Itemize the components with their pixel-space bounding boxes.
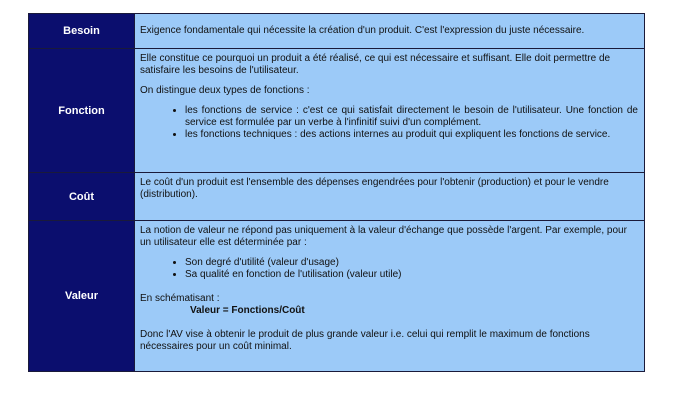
list-item: • les fonctions techniques : des actions internes au produit qui expliquent les fonctions de service. <box>185 129 638 141</box>
list-item: • les fonctions de service : c'est ce qui satisfait directement le besoin de l'utilisateur. Une fonction de service est formulée par un verbe à l'infinitif suivi d'un complément. <box>185 105 638 129</box>
value-formula: Valeur = Fonctions/Coût <box>190 305 305 316</box>
table-row-fonction <box>29 49 645 173</box>
definition-paragraph: La notion de valeur ne répond pas uniquement à la valeur d'échange que possède l'argent. Par exemple, pour un utilisateur elle est déterminée par : <box>140 225 627 248</box>
definition-cout <box>135 173 645 221</box>
definition-paragraph: On distingue deux types de fonctions : <box>140 85 310 96</box>
definition-text: Le coût d'un produit est l'ensemble des dépenses engendrées pour l'obtenir (production) et pour le vendre (distribution). <box>140 177 609 200</box>
table-row-valeur <box>29 221 645 372</box>
table-row-besoin <box>29 14 645 49</box>
definition-besoin <box>135 14 645 49</box>
value-criteria-list <box>140 257 638 281</box>
term-cout: Coût <box>29 173 135 221</box>
definition-valeur <box>135 221 645 372</box>
function-types-list <box>140 105 638 141</box>
schema-label: En schématisant : <box>140 293 220 304</box>
definition-paragraph: Elle constitue ce pourquoi un produit a été réalisé, ce qui est nécessaire et suffisant. Elle doit permettre de satisfaire les besoins de l'utilisateur. <box>140 53 611 76</box>
list-item: • Son degré d'utilité (valeur d'usage) <box>185 257 638 269</box>
definition-text: Exigence fondamentale qui nécessite la création d'un produit. C'est l'expression du juste nécessaire. <box>140 25 585 36</box>
table-row-cout <box>29 173 645 221</box>
definition-paragraph: Donc l'AV vise à obtenir le produit de plus grande valeur i.e. celui qui remplit le maximum de fonctions nécessaires pour un coût minimal. <box>140 329 590 352</box>
term-fonction: Fonction <box>29 49 135 173</box>
definition-fonction <box>135 49 645 173</box>
term-besoin: Besoin <box>29 14 135 49</box>
term-valeur: Valeur <box>29 221 135 372</box>
list-item: • Sa qualité en fonction de l'utilisation (valeur utile) <box>185 269 638 281</box>
definitions-table <box>28 13 645 372</box>
